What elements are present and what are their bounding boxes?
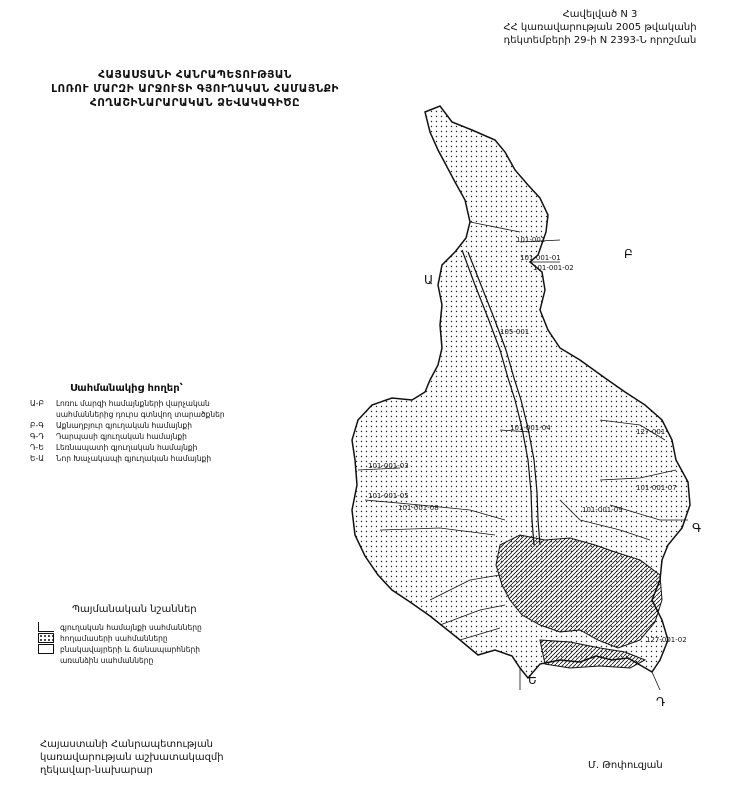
boundary-text: Նոր Խաչակապի գյուղական համայնքի (56, 454, 212, 463)
parcel-label: 101-001 (516, 236, 546, 244)
parcel-label: 101-001-09 (582, 506, 623, 514)
boundary-code: Ե-Ա (30, 454, 44, 463)
title-line-2: ԼՈՌՈՒ ՄԱՐԶԻ ԱՐՋՈՒՏԻ ԳՅՈՒՂԱԿԱՆ ՀԱՄԱՅՆՔԻ (51, 83, 339, 95)
boundary-code: Գ-Դ (30, 432, 45, 441)
boundary-point-e: Ե (528, 673, 537, 687)
boundary-text: Լեռնապատի գյուղական համայնքի (56, 443, 198, 452)
parcel-label: 105-001 (500, 328, 530, 336)
parcel-label: 101-001-02 (533, 264, 574, 272)
boundary-point-a: Ա (424, 273, 434, 287)
boundary-point-g: Գ (692, 521, 702, 535)
parcel-label: 101-001-03 (368, 462, 409, 470)
parcel-label: 101-001-01 (520, 254, 561, 262)
boundary-point-b: Բ (624, 247, 633, 261)
legend-text: առանձին սահմանները (60, 656, 154, 665)
parcel-label: 101-001-07 (636, 484, 677, 492)
annex-line-1: Հավելված N 3 (562, 9, 638, 20)
legend-heading: Պայմանական նշաններ (72, 604, 197, 615)
legend-text: բնակավայրերի և ճանապարհների (60, 645, 201, 654)
legend-text: հողամասերի սահմանները (60, 634, 168, 643)
annex-line-2: ՀՀ կառավարության 2005 թվականի (503, 22, 697, 33)
boundary-text: Դարպասի գյուղական համայնքի (56, 432, 187, 441)
boundary-code: Ա-Բ (30, 399, 44, 408)
signature-line-2: կառավարության աշխատակազմի (40, 752, 224, 763)
parcel-label: 101-001-08 (398, 504, 439, 512)
boundaries-heading: Սահմանակից հողեր՝ (70, 383, 183, 394)
legend-text: գյուղական համայնքի սահմանները (60, 623, 202, 632)
title-line-3: ՀՈՂԱՇԻՆԱՐԱՐԱԿԱՆ ՁԵՎԱԿԱԳԻԾԸ (89, 97, 301, 109)
boundary-point-d: Դ (656, 695, 666, 709)
parcel-label: 127-001-02 (646, 636, 687, 644)
boundary-code: Բ-Գ (30, 421, 44, 430)
title-line-1: ՀԱՅԱՍՏԱՆԻ ՀԱՆՐԱՊԵՏՈՒԹՅԱՆ (98, 69, 292, 81)
annex-line-3: դեկտեմբերի 29-ի N 2393-Ն որոշման (503, 35, 697, 46)
signature-name: Մ. Թոփուզյան (588, 760, 663, 771)
parcel-label: 101-001-05 (368, 492, 409, 500)
parcel-label: 101-001-04 (510, 424, 551, 432)
signature-line-1: Հայաստանի Հանրապետության (40, 739, 214, 750)
signature-line-3: ղեկավար-նախարար (40, 765, 153, 776)
boundary-text: Աքնաղբյուր գյուղական համայնքի (56, 421, 192, 430)
parcel-label: 127-001 (636, 428, 666, 436)
boundary-text: Լոռու մարզի համայնքների վարչական (56, 399, 210, 408)
boundary-text: սահմաններից դուրս գտնվող տարածքներ (56, 410, 225, 419)
boundary-code: Դ-Ե (30, 443, 44, 452)
